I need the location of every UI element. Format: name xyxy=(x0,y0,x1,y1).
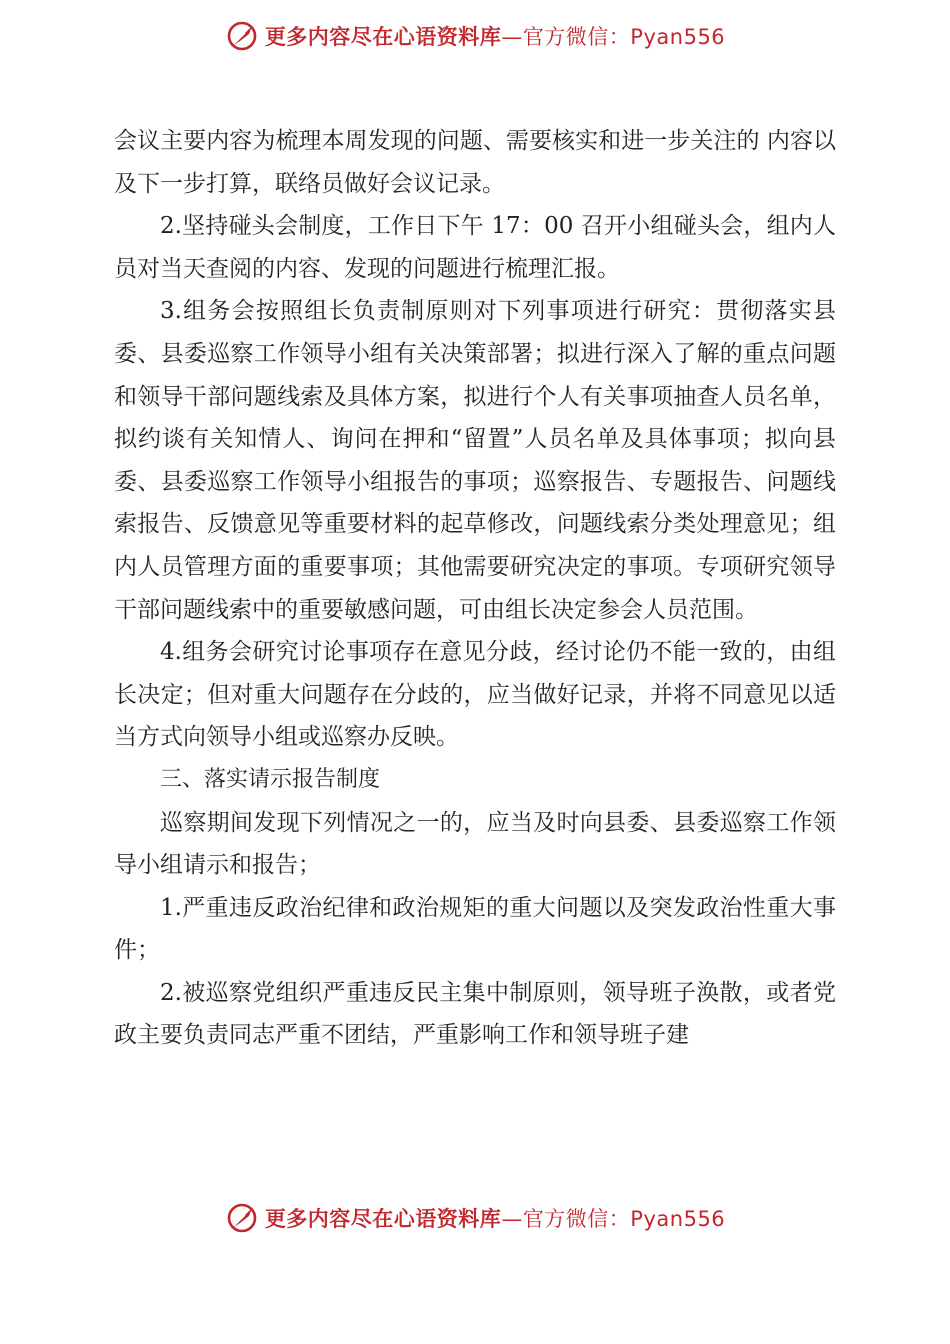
watermark-text xyxy=(265,1203,725,1233)
watermark-dash: — xyxy=(501,25,523,49)
watermark-wechat: 官方微信：Pyan556 xyxy=(522,25,726,49)
document-body xyxy=(114,120,836,1057)
watermark-library: 更多内容尽在心语资料库 xyxy=(264,1207,502,1231)
watermark-library: 更多内容尽在心语资料库 xyxy=(264,25,502,49)
quill-logo-icon xyxy=(225,19,259,53)
paragraph-item-2: 2.坚持碰头会制度，工作日下午 17：00 召开小组碰头会，组内人员对当天查阅的内容、发现的问题进行梳理汇报。 xyxy=(114,213,836,282)
watermark-banner-bottom xyxy=(0,1196,950,1240)
watermark-banner-top xyxy=(0,14,950,58)
paragraph-intro: 巡察期间发现下列情况之一的，应当及时向县委、县委巡察工作领导小组请示和报告； xyxy=(114,809,836,879)
paragraph-case-1: 1.严重违反政治纪律和政治规矩的重大问题以及突发政治性重大事件； xyxy=(114,894,836,964)
quill-logo-icon xyxy=(225,1201,259,1235)
paragraph-continuation: 会议主要内容为梳理本周发现的问题、需要核实和进一步关注的 内容以及下一步打算，联络员做好会议记录。 xyxy=(114,128,836,197)
section-heading: 三、落实请示报告制度 xyxy=(160,766,381,792)
watermark-wechat: 官方微信：Pyan556 xyxy=(522,1207,726,1231)
paragraph-item-4: 4.组务会研究讨论事项存在意见分歧，经讨论仍不能一致的，由组长决定；但对重大问题存在分歧的，应当做好记录，并将不同意见以适当方式向领导小组或巡察办反映。 xyxy=(114,639,836,751)
watermark-text xyxy=(265,21,725,51)
paragraph-case-2: 2.被巡察党组织严重违反民主集中制原则，领导班子涣散，或者党政主要负责同志严重不团结，严重影响工作和领导班子建 xyxy=(114,979,836,1049)
watermark-dash: — xyxy=(501,1207,523,1231)
paragraph-item-3: 3.组务会按照组长负责制原则对下列事项进行研究：贯彻落实县委、县委巡察工作领导小组有关决策部署；拟进行深入了解的重点问题和领导干部问题线索及具体方案，拟进行个人有关事项抽查人员名单，拟约谈有关知情人、询问在押和“留置”人员名单及具体事项；拟向县委、县委巡察工作领导小组报告的事项；巡察报告、专题报告、问题线索报告、反馈意见等重要材料的起草修改，问题线索分类处理意见；组内人员管理方面的重要事项；其他需要研究决定的事项。专项研究领导干部问题线索中的重要敏感问题，可由组长决定参会人员范围。 xyxy=(114,298,836,623)
